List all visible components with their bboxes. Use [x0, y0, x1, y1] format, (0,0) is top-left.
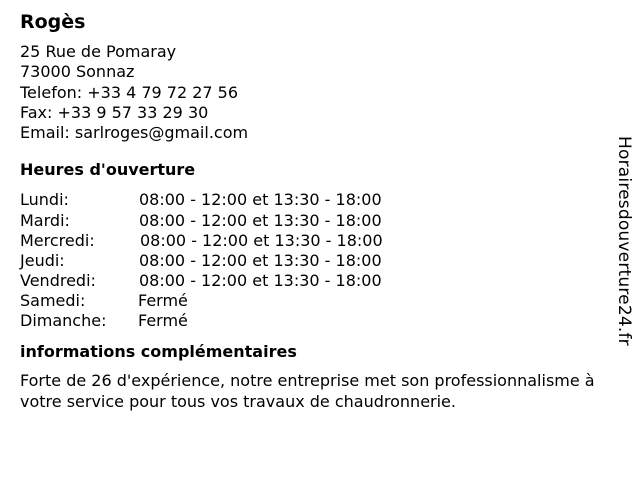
day-label: Vendredi:: [20, 270, 96, 290]
day-label: Samedi:: [20, 290, 86, 310]
time-value: 08:00 - 12:00 et 13:30 - 18:00: [140, 230, 383, 250]
time-value: 08:00 - 12:00 et 13:30 - 18:00: [139, 270, 382, 290]
hours-row-wednesday: [20, 231, 610, 251]
time-value: 08:00 - 12:00 et 13:30 - 18:00: [139, 250, 382, 270]
time-value: 08:00 - 12:00 et 13:30 - 18:00: [139, 210, 382, 230]
day-label: Dimanche:: [20, 311, 107, 331]
additional-info-text: Forte de 26 d'expérience, notre entreprise met son professionnalisme à votre service pour tous vos travaux de chaudronnerie.: [20, 371, 595, 411]
email-address: Email: sarlroges@gmail.com: [20, 123, 249, 143]
business-name: Rogès: [20, 11, 86, 33]
business-card: [20, 10, 610, 412]
hours-row-thursday: [20, 251, 610, 271]
hours-row-saturday: [20, 291, 610, 311]
opening-hours-table: [20, 190, 610, 331]
hours-row-monday: [20, 190, 610, 210]
time-value: Fermé: [138, 290, 188, 310]
additional-info-heading: informations complémentaires: [20, 342, 297, 362]
day-label: Mardi:: [20, 210, 70, 230]
opening-hours-heading: Heures d'ouverture: [20, 160, 196, 180]
phone-number: Telefon: +33 4 79 72 27 56: [20, 82, 239, 102]
day-label: Mercredi:: [20, 230, 95, 250]
time-value: 08:00 - 12:00 et 13:30 - 18:00: [139, 190, 382, 210]
hours-row-sunday: [20, 311, 610, 331]
address-street: 25 Rue de Pomaray: [20, 42, 177, 61]
day-label: Lundi:: [20, 190, 69, 210]
address-city: 73000 Sonnaz: [20, 62, 135, 82]
day-label: Jeudi:: [20, 250, 65, 270]
time-value: Fermé: [138, 311, 188, 331]
fax-number: Fax: +33 9 57 33 29 30: [20, 102, 209, 122]
site-watermark: Horairesdouverture24.fr: [614, 136, 634, 346]
hours-row-friday: [20, 271, 610, 291]
hours-row-tuesday: [20, 211, 610, 231]
